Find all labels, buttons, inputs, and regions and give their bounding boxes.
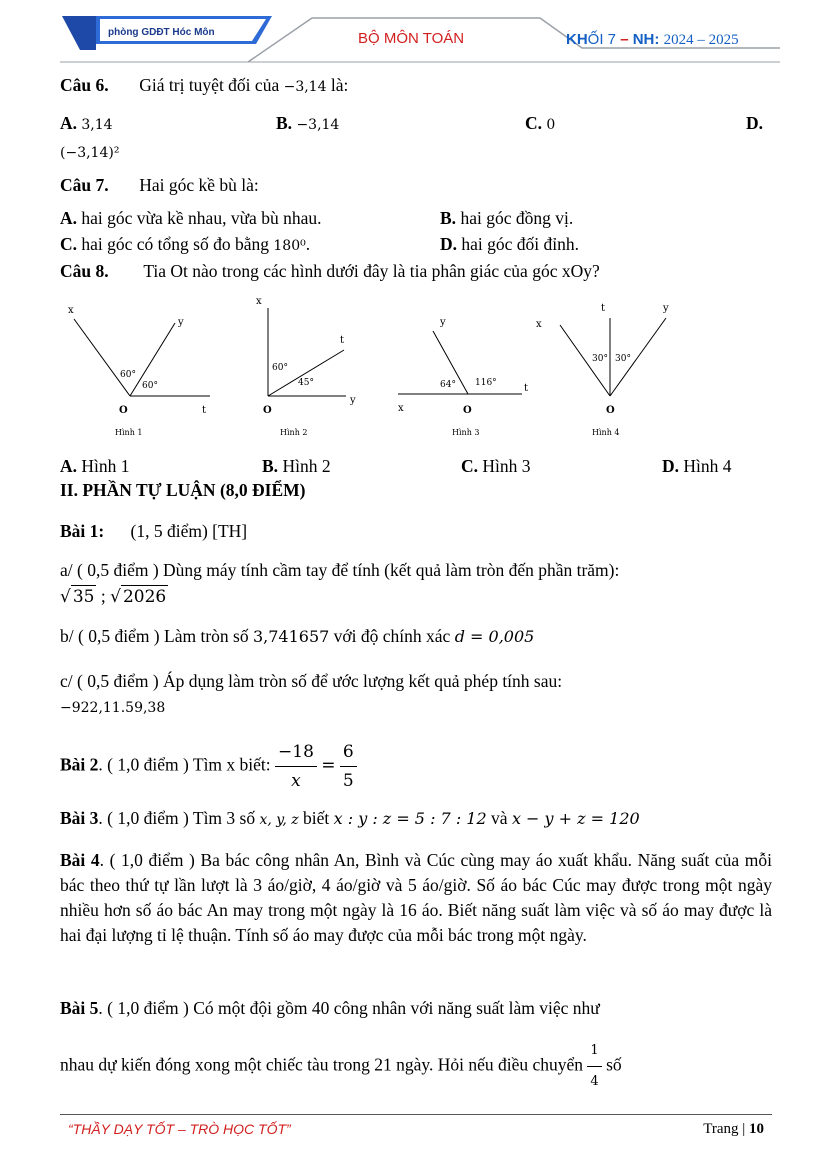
q6-option-a: A. 3,14: [60, 113, 113, 133]
exercise-1a-expressions: √ 35 ; √ 2026: [60, 586, 167, 607]
svg-text:64°: 64°: [440, 380, 456, 390]
svg-text:45°: 45°: [298, 378, 314, 388]
question-8: Câu 8. Tia Ot nào trong các hình dưới đây là tia phân giác của góc xOy?: [60, 261, 600, 281]
q6-option-c: C. 0: [525, 113, 556, 133]
svg-text:Hình 3: Hình 3: [452, 428, 480, 437]
question-6: Câu 6. Giá trị tuyệt đối của −3,14 là:: [60, 75, 349, 95]
svg-text:O: O: [263, 405, 272, 416]
exercise-1c-expression: −922,11.59,38: [60, 700, 166, 716]
svg-text:Hình 2: Hình 2: [280, 428, 308, 437]
angle-figures: [60, 295, 700, 445]
q8-option-a: A. Hình 1: [60, 456, 130, 476]
figure-4: [536, 303, 669, 437]
svg-text:x: x: [398, 403, 404, 414]
svg-text:60°: 60°: [142, 381, 158, 391]
exercise-5-line-1: Bài 5. ( 1,0 điểm ) Có một đội gồm 40 công nhân với năng suất làm việc như: [60, 998, 600, 1018]
svg-text:t: t: [340, 335, 345, 346]
exercise-5-line-2: nhau dự kiến đóng xong một chiếc tàu trong 21 ngày. Hỏi nếu điều chuyển $\frac{1}{4}$ số: [60, 1036, 622, 1097]
svg-text:O: O: [119, 405, 128, 416]
svg-text:30°: 30°: [592, 354, 608, 364]
exercise-1b: b/ ( 0,5 điểm ) Làm tròn số 3,741657 với độ chính xác d = 0,005: [60, 626, 535, 646]
q7-option-a: A. hai góc vừa kề nhau, vừa bù nhau.: [60, 208, 322, 228]
exercise-1a: a/ ( 0,5 điểm ) Dùng máy tính cầm tay để tính (kết quả làm tròn đến phần trăm):: [60, 560, 620, 580]
figure-2: [256, 296, 356, 437]
svg-text:60°: 60°: [272, 363, 288, 373]
svg-text:y: y: [440, 317, 446, 328]
question-7: Câu 7. Hai góc kề bù là:: [60, 175, 259, 195]
page-number: Trang | 10: [703, 1121, 764, 1137]
svg-text:116°: 116°: [475, 378, 497, 388]
subject-title: BỘ MÔN TOÁN: [358, 30, 465, 47]
svg-text:30°: 30°: [615, 354, 631, 364]
svg-text:x: x: [536, 319, 542, 330]
exercise-4: Bài 4. ( 1,0 điểm ) Ba bác công nhân An, Bình và Cúc cùng may áo xuất khẩu. Năng suất của mỗi bác theo thứ tự lần lượt là 3 áo/giờ, 4 áo/giờ và 5 áo/giờ. Số áo bác Cúc may được trong một ngày nhiều hơn số áo bác An may trong một ngày là 16 áo. Biết năng suất làm việc và số áo may được là hai đại lượng tỉ lệ thuận. Tính số áo may được của mỗi bác trong một ngày.: [60, 850, 772, 945]
svg-text:O: O: [463, 405, 472, 416]
q7-option-c: C. hai góc có tổng số đo bằng 180⁰.: [60, 234, 311, 254]
q8-option-b: B. Hình 2: [262, 456, 331, 476]
q6-option-d: D.: [746, 113, 764, 133]
svg-text:y: y: [178, 317, 184, 328]
svg-text:y: y: [350, 395, 356, 406]
svg-text:Hình 1: Hình 1: [115, 428, 143, 437]
q7-option-b: B. hai góc đồng vị.: [440, 208, 574, 228]
exercise-1c: c/ ( 0,5 điểm ) Áp dụng làm tròn số để ước lượng kết quả phép tính sau:: [60, 671, 563, 691]
svg-text:O: O: [606, 405, 615, 416]
figure-3: [398, 317, 528, 437]
footer-divider: [60, 1114, 772, 1115]
q8-option-c: C. Hình 3: [461, 456, 531, 476]
exercise-2: Bài 2. ( 1,0 điểm ) Tìm x biết: $\frac{-18}{x}$ = $\frac{6}{5}$: [60, 738, 357, 795]
svg-text:x: x: [68, 305, 74, 316]
q8-option-d: D. Hình 4: [662, 456, 732, 476]
q6-option-d-value: (−3,14)²: [60, 145, 120, 161]
grade-and-year: KHỐI 7 – NH: 2024 – 2025: [566, 31, 739, 48]
svg-text:Hình 4: Hình 4: [592, 428, 620, 437]
q6-option-b: B. −3,14: [276, 113, 340, 133]
q7-option-d: D. hai góc đối đỉnh.: [440, 234, 580, 254]
svg-text:60°: 60°: [120, 370, 136, 380]
page-header: [0, 0, 824, 70]
svg-text:x: x: [256, 296, 262, 307]
exercise-3: Bài 3. ( 1,0 điểm ) Tìm 3 số x, y, z biết x : y : z = 5 : 7 : 12 và x − y + z = 120: [60, 808, 640, 828]
figure-1: [68, 305, 210, 437]
svg-text:t: t: [601, 303, 606, 314]
school-name: phòng GDĐT Hóc Môn: [108, 27, 215, 38]
svg-text:t: t: [524, 383, 529, 394]
svg-text:t: t: [202, 405, 207, 416]
exercise-1-heading: Bài 1: (1, 5 điểm) [TH]: [60, 521, 248, 541]
part-2-title: II. PHẦN TỰ LUẬN (8,0 ĐIỂM): [60, 480, 306, 500]
svg-text:y: y: [663, 303, 669, 314]
footer-slogan: “THẦY DẠY TỐT – TRÒ HỌC TỐT”: [68, 1121, 291, 1137]
